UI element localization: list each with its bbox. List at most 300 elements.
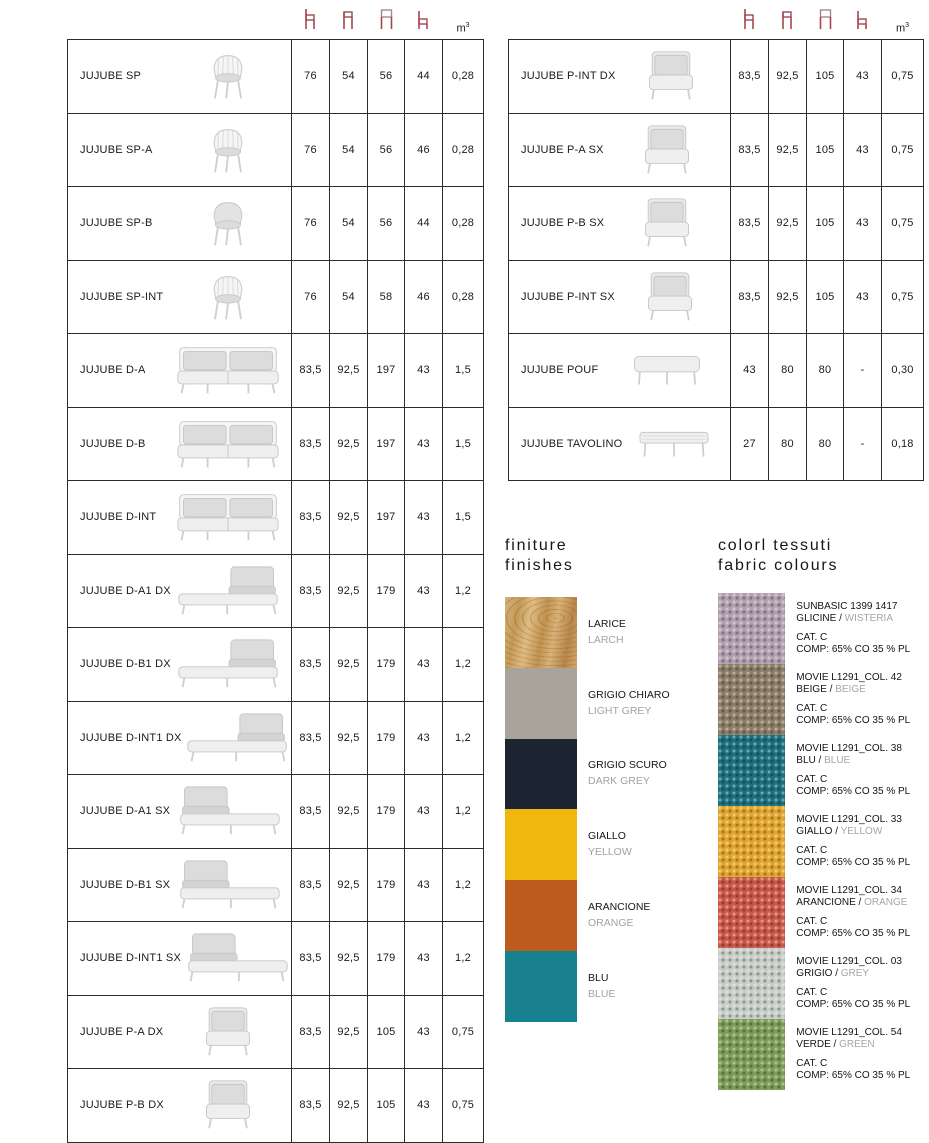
dimension-header-left bbox=[68, 5, 484, 40]
dimension-value: 92,5 bbox=[330, 407, 368, 481]
product-cell bbox=[68, 407, 292, 481]
dimension-value: 179 bbox=[368, 848, 405, 922]
dimension-value: 83,5 bbox=[292, 334, 330, 408]
fabric-name-en: BLUE bbox=[824, 755, 851, 766]
fabric-colour-name bbox=[796, 1039, 929, 1052]
dimension-value: 92,5 bbox=[330, 848, 368, 922]
fabric-code: SUNBASIC 1399 1417 bbox=[796, 600, 898, 612]
product-cell bbox=[68, 922, 292, 996]
dimension-value: 105 bbox=[807, 113, 844, 187]
finish-name-en: YELLOW bbox=[588, 846, 632, 859]
dimension-value: 0,28 bbox=[443, 260, 484, 334]
product-cell bbox=[68, 260, 292, 334]
dimension-value: 83,5 bbox=[292, 481, 330, 555]
fabric-item bbox=[718, 948, 929, 1019]
dimension-value: 179 bbox=[368, 628, 405, 702]
product-name: JUJUBE D-A bbox=[80, 364, 146, 377]
dimension-value: 83,5 bbox=[731, 187, 769, 261]
chair-image bbox=[169, 50, 287, 102]
width-icon bbox=[807, 5, 844, 40]
finish-item bbox=[505, 739, 715, 810]
dimension-value: 83,5 bbox=[292, 1069, 330, 1143]
dimension-value: 83,5 bbox=[292, 554, 330, 628]
dimension-value: 43 bbox=[844, 113, 882, 187]
fabric-label bbox=[785, 877, 929, 948]
product-row bbox=[509, 40, 924, 114]
dimension-value: 197 bbox=[368, 407, 405, 481]
finish-name-it: GRIGIO CHIARO bbox=[588, 688, 670, 701]
product-name: JUJUBE D-B1 DX bbox=[80, 658, 171, 671]
dimension-value: 83,5 bbox=[292, 995, 330, 1069]
finish-item bbox=[505, 951, 715, 1022]
dimension-value: 43 bbox=[844, 187, 882, 261]
fabric-category: CAT. C bbox=[796, 702, 828, 714]
dimension-value: 43 bbox=[405, 995, 443, 1069]
dimension-value: - bbox=[844, 407, 882, 481]
dimension-value: 56 bbox=[368, 113, 405, 187]
dimension-value: - bbox=[844, 334, 882, 408]
fabric-name-it: BLU / bbox=[796, 755, 822, 766]
dimension-value: 92,5 bbox=[769, 260, 807, 334]
dimension-value: 43 bbox=[405, 407, 443, 481]
spec-table-right bbox=[508, 5, 924, 481]
fabric-swatch bbox=[718, 806, 785, 877]
fabric-code: MOVIE L1291_COL. 34 bbox=[796, 884, 902, 896]
finish-name-en: ORANGE bbox=[588, 917, 634, 930]
dimension-value: 92,5 bbox=[330, 1069, 368, 1143]
product-name: JUJUBE P-INT SX bbox=[521, 290, 615, 303]
finish-name-en: BLUE bbox=[588, 987, 616, 1000]
dimension-value: 80 bbox=[807, 407, 844, 481]
fabric-name-en: WISTERIA bbox=[844, 613, 893, 624]
armchair-image bbox=[608, 124, 726, 176]
fabric-colours-title bbox=[718, 536, 929, 575]
product-name: JUJUBE D-B1 SX bbox=[80, 878, 171, 891]
dimension-value: 80 bbox=[769, 407, 807, 481]
dimension-value: 43 bbox=[405, 1069, 443, 1143]
product-row bbox=[509, 334, 924, 408]
fabric-colour-name bbox=[796, 755, 929, 768]
fabric-label bbox=[785, 664, 929, 735]
dimension-value: 197 bbox=[368, 334, 405, 408]
fabric-name-it: GLICINE / bbox=[796, 613, 842, 624]
dimension-value: 1,2 bbox=[443, 775, 484, 849]
product-row bbox=[509, 260, 924, 334]
product-name: JUJUBE D-B bbox=[80, 437, 146, 450]
fabric-item bbox=[718, 806, 929, 877]
product-name: JUJUBE P-B SX bbox=[521, 217, 605, 230]
fabric-colours-title-en: fabric colours bbox=[718, 556, 839, 574]
dimension-value: 56 bbox=[368, 187, 405, 261]
pouf-image bbox=[608, 351, 726, 389]
finish-name-it: BLU bbox=[588, 971, 609, 984]
dimension-value: 1,2 bbox=[443, 922, 484, 996]
dimension-value: 0,75 bbox=[882, 260, 924, 334]
product-cell bbox=[68, 1069, 292, 1143]
product-cell bbox=[68, 554, 292, 628]
product-name: JUJUBE POUF bbox=[521, 364, 599, 377]
product-row bbox=[68, 334, 484, 408]
product-cell bbox=[68, 701, 292, 775]
dimension-value: 0,28 bbox=[443, 187, 484, 261]
chaise-dx-image bbox=[171, 638, 287, 690]
armchair-image bbox=[169, 1006, 287, 1058]
product-row bbox=[68, 848, 484, 922]
product-row bbox=[68, 775, 484, 849]
finish-label bbox=[577, 880, 680, 951]
fabric-swatch bbox=[718, 948, 785, 1019]
finish-label bbox=[577, 739, 680, 810]
product-cell bbox=[68, 334, 292, 408]
dimension-value: 43 bbox=[405, 481, 443, 555]
fabric-item bbox=[718, 877, 929, 948]
dimension-value: 83,5 bbox=[292, 701, 330, 775]
product-name: JUJUBE P-INT DX bbox=[521, 70, 616, 83]
product-row bbox=[509, 113, 924, 187]
dimension-value: 54 bbox=[330, 187, 368, 261]
finish-name-en: DARK GREY bbox=[588, 775, 650, 788]
finish-swatch bbox=[505, 880, 577, 951]
dimension-value: 92,5 bbox=[769, 40, 807, 114]
product-cell bbox=[68, 995, 292, 1069]
product-name: JUJUBE P-A SX bbox=[521, 143, 604, 156]
fabric-category: CAT. C bbox=[796, 915, 828, 927]
fabric-name-it: ARANCIONE / bbox=[796, 897, 862, 908]
dimension-value: 0,28 bbox=[443, 40, 484, 114]
finish-swatch bbox=[505, 739, 577, 810]
dimension-value: 83,5 bbox=[731, 260, 769, 334]
fabric-code: MOVIE L1291_COL. 42 bbox=[796, 671, 902, 683]
finishes-title-it: finiture bbox=[505, 537, 568, 554]
fabric-composition: COMP: 65% CO 35 % PL bbox=[796, 715, 911, 726]
fabric-composition: COMP: 65% CO 35 % PL bbox=[796, 786, 911, 797]
fabric-category: CAT. C bbox=[796, 773, 828, 785]
fabric-name-en: BEIGE bbox=[835, 684, 866, 695]
fabric-composition: COMP: 65% CO 35 % PL bbox=[796, 644, 911, 655]
finish-label bbox=[577, 668, 680, 739]
product-row bbox=[68, 1069, 484, 1143]
product-name: JUJUBE D-INT1 DX bbox=[80, 731, 182, 744]
finish-label bbox=[577, 597, 680, 668]
finish-swatch bbox=[505, 809, 577, 880]
dimension-value: 43 bbox=[405, 334, 443, 408]
product-cell bbox=[68, 481, 292, 555]
finish-swatch bbox=[505, 597, 577, 668]
armchair-image bbox=[608, 197, 726, 249]
product-row bbox=[68, 260, 484, 334]
product-row bbox=[68, 922, 484, 996]
fabric-name-en: YELLOW bbox=[840, 826, 883, 837]
fabric-swatch-list bbox=[718, 593, 929, 1090]
dimension-value: 0,30 bbox=[882, 334, 924, 408]
fabric-colour-name bbox=[796, 897, 929, 910]
fabric-colour-name bbox=[796, 826, 929, 839]
sofa-image bbox=[169, 344, 287, 396]
finishes-title-en: finishes bbox=[505, 556, 574, 574]
finish-swatch bbox=[505, 951, 577, 1022]
dimension-value: 92,5 bbox=[769, 113, 807, 187]
height-icon bbox=[731, 5, 769, 40]
dimension-value: 92,5 bbox=[769, 187, 807, 261]
chair-image bbox=[169, 271, 287, 323]
fabric-colour-name bbox=[796, 684, 929, 697]
fabric-colour-name bbox=[796, 968, 929, 981]
fabric-item bbox=[718, 593, 929, 664]
dimension-value: 179 bbox=[368, 775, 405, 849]
product-row bbox=[68, 407, 484, 481]
chaise-dx-image bbox=[171, 565, 287, 617]
product-row bbox=[68, 995, 484, 1069]
dimension-value: 83,5 bbox=[731, 40, 769, 114]
product-name: JUJUBE SP-B bbox=[80, 217, 153, 230]
dimension-value: 54 bbox=[330, 113, 368, 187]
chaise-sx-image bbox=[170, 859, 287, 911]
product-row bbox=[68, 40, 484, 114]
fabric-composition: COMP: 65% CO 35 % PL bbox=[796, 1070, 911, 1081]
dimension-value: 56 bbox=[368, 40, 405, 114]
spec-table-left bbox=[67, 5, 484, 1143]
product-name: JUJUBE P-B DX bbox=[80, 1099, 164, 1112]
dimension-value: 83,5 bbox=[292, 922, 330, 996]
chair-image bbox=[169, 124, 287, 176]
dimension-value: 76 bbox=[292, 113, 330, 187]
finish-name-it: ARANCIONE bbox=[588, 901, 651, 914]
fabric-swatch bbox=[718, 1019, 785, 1090]
header-spacer bbox=[68, 5, 292, 40]
product-name: JUJUBE D-INT1 SX bbox=[80, 952, 181, 965]
finish-swatch bbox=[505, 668, 577, 739]
fabric-colour-name bbox=[796, 613, 929, 626]
product-cell bbox=[68, 848, 292, 922]
finishes-section bbox=[505, 536, 715, 1000]
dimension-value: 1,2 bbox=[443, 701, 484, 775]
chaise-dx-image bbox=[182, 712, 294, 764]
chair-solid-image bbox=[169, 197, 287, 249]
fabric-category: CAT. C bbox=[796, 986, 828, 998]
finish-name-it: GRIGIO SCURO bbox=[588, 759, 667, 772]
dimension-value: 105 bbox=[368, 1069, 405, 1143]
fabric-category: CAT. C bbox=[796, 1057, 828, 1069]
product-name: JUJUBE SP-A bbox=[80, 143, 153, 156]
fabric-name-en: GREY bbox=[840, 968, 870, 979]
product-cell bbox=[509, 407, 731, 481]
product-name: JUJUBE TAVOLINO bbox=[521, 437, 623, 450]
fabric-composition: COMP: 65% CO 35 % PL bbox=[796, 999, 911, 1010]
height-icon bbox=[292, 5, 330, 40]
finish-swatch-list bbox=[505, 597, 715, 1022]
dimension-value: 92,5 bbox=[330, 628, 368, 702]
dimension-value: 0,18 bbox=[882, 407, 924, 481]
product-row bbox=[509, 187, 924, 261]
dimension-value: 1,5 bbox=[443, 407, 484, 481]
dimension-value: 92,5 bbox=[330, 995, 368, 1069]
dimension-value: 43 bbox=[405, 922, 443, 996]
dimension-value: 0,75 bbox=[882, 113, 924, 187]
dimension-value: 105 bbox=[807, 260, 844, 334]
fabric-name-en: ORANGE bbox=[864, 897, 908, 908]
volume-unit-label: $m^3$ bbox=[456, 22, 470, 35]
fabric-label bbox=[785, 735, 929, 806]
chaise-sx-image bbox=[170, 785, 287, 837]
product-name: JUJUBE D-A1 DX bbox=[80, 584, 171, 597]
dimension-value: 92,5 bbox=[330, 922, 368, 996]
sofa-image bbox=[169, 418, 287, 470]
seat-height-icon bbox=[330, 5, 368, 40]
product-name: JUJUBE SP-INT bbox=[80, 290, 164, 303]
dimension-value: 1,2 bbox=[443, 554, 484, 628]
dimension-value: 76 bbox=[292, 260, 330, 334]
dimension-value: 92,5 bbox=[330, 775, 368, 849]
product-name: JUJUBE D-INT bbox=[80, 511, 157, 524]
fabric-swatch bbox=[718, 664, 785, 735]
table-image bbox=[622, 427, 726, 461]
fabric-name-en: GREEN bbox=[839, 1039, 875, 1050]
product-cell bbox=[68, 113, 292, 187]
dimension-value: 1,2 bbox=[443, 848, 484, 922]
dimension-value: 80 bbox=[769, 334, 807, 408]
product-name: JUJUBE D-A1 SX bbox=[80, 805, 171, 818]
spec-table-left-wrap bbox=[67, 5, 484, 1143]
seat-height-icon bbox=[769, 5, 807, 40]
dimension-value: 92,5 bbox=[330, 554, 368, 628]
dimension-value: 179 bbox=[368, 554, 405, 628]
fabric-category: CAT. C bbox=[796, 844, 828, 856]
finish-label bbox=[577, 809, 680, 880]
chaise-sx-image bbox=[181, 932, 293, 984]
spec-table-right-wrap bbox=[508, 5, 924, 481]
sofa-image bbox=[169, 491, 287, 543]
dimension-value: 43 bbox=[844, 260, 882, 334]
fabric-colours-title-it: colorl tessuti bbox=[718, 537, 833, 554]
product-cell bbox=[509, 334, 731, 408]
product-row bbox=[68, 187, 484, 261]
fabric-composition: COMP: 65% CO 35 % PL bbox=[796, 928, 911, 939]
dimension-value: 105 bbox=[807, 187, 844, 261]
dimension-value: 46 bbox=[405, 113, 443, 187]
depth-icon bbox=[405, 5, 443, 40]
fabric-item bbox=[718, 1019, 929, 1090]
dimension-header-right bbox=[509, 5, 924, 40]
fabric-code: MOVIE L1291_COL. 03 bbox=[796, 955, 902, 967]
dimension-value: 92,5 bbox=[330, 701, 368, 775]
fabric-code: MOVIE L1291_COL. 33 bbox=[796, 813, 902, 825]
finish-label bbox=[577, 951, 680, 1022]
finish-item bbox=[505, 880, 715, 951]
dimension-value: 80 bbox=[807, 334, 844, 408]
dimension-value: 83,5 bbox=[731, 113, 769, 187]
product-row bbox=[68, 628, 484, 702]
dimension-value: 179 bbox=[368, 922, 405, 996]
dimension-value: 0,75 bbox=[882, 187, 924, 261]
dimension-value: 44 bbox=[405, 187, 443, 261]
finish-item bbox=[505, 597, 715, 668]
product-row bbox=[68, 113, 484, 187]
product-cell bbox=[68, 775, 292, 849]
dimension-value: 46 bbox=[405, 260, 443, 334]
finish-name-it: LARICE bbox=[588, 617, 626, 630]
dimension-value: 92,5 bbox=[330, 334, 368, 408]
product-cell bbox=[509, 187, 731, 261]
dimension-value: 43 bbox=[405, 848, 443, 922]
volume-unit-label: $m^3$ bbox=[895, 22, 910, 35]
fabric-name-it: BEIGE / bbox=[796, 684, 833, 695]
fabric-colours-section bbox=[718, 536, 929, 1081]
armchair-image bbox=[169, 1079, 287, 1131]
product-row bbox=[68, 701, 484, 775]
fabric-code: MOVIE L1291_COL. 54 bbox=[796, 1026, 902, 1038]
dimension-value: 27 bbox=[731, 407, 769, 481]
dimension-value: 92,5 bbox=[330, 481, 368, 555]
depth-icon bbox=[844, 5, 882, 40]
dimension-value: 43 bbox=[405, 554, 443, 628]
dimension-value: 54 bbox=[330, 260, 368, 334]
fabric-label bbox=[785, 948, 929, 1019]
product-row bbox=[509, 407, 924, 481]
dimension-value: 1,2 bbox=[443, 628, 484, 702]
finish-name-it: GIALLO bbox=[588, 830, 626, 843]
dimension-value: 83,5 bbox=[292, 848, 330, 922]
armchair-image bbox=[615, 50, 726, 102]
finish-name-en: LARCH bbox=[588, 633, 624, 646]
product-row bbox=[68, 554, 484, 628]
dimension-value: 105 bbox=[807, 40, 844, 114]
fabric-item bbox=[718, 664, 929, 735]
dimension-value: 0,75 bbox=[443, 1069, 484, 1143]
product-cell bbox=[68, 628, 292, 702]
fabric-swatch bbox=[718, 877, 785, 948]
fabric-label bbox=[785, 806, 929, 877]
dimension-value: 83,5 bbox=[292, 628, 330, 702]
armchair-image bbox=[615, 271, 726, 323]
dimension-value: 58 bbox=[368, 260, 405, 334]
dimension-value: 54 bbox=[330, 40, 368, 114]
finish-item bbox=[505, 809, 715, 880]
fabric-composition: COMP: 65% CO 35 % PL bbox=[796, 857, 911, 868]
product-name: JUJUBE SP bbox=[80, 70, 142, 83]
dimension-value: 0,28 bbox=[443, 113, 484, 187]
dimension-value: 1,5 bbox=[443, 481, 484, 555]
product-cell bbox=[509, 260, 731, 334]
fabric-name-it: VERDE / bbox=[796, 1039, 837, 1050]
product-name: JUJUBE P-A DX bbox=[80, 1025, 164, 1038]
dimension-value: 0,75 bbox=[882, 40, 924, 114]
dimension-value: 83,5 bbox=[292, 407, 330, 481]
product-cell bbox=[68, 187, 292, 261]
dimension-value: 43 bbox=[405, 775, 443, 849]
product-cell bbox=[68, 40, 292, 114]
finish-name-en: LIGHT GREY bbox=[588, 704, 652, 717]
dimension-value: 44 bbox=[405, 40, 443, 114]
fabric-code: MOVIE L1291_COL. 38 bbox=[796, 742, 902, 754]
dimension-value: 43 bbox=[405, 701, 443, 775]
dimension-value: 0,75 bbox=[443, 995, 484, 1069]
dimension-value: 179 bbox=[368, 701, 405, 775]
dimension-value: 43 bbox=[844, 40, 882, 114]
fabric-label bbox=[785, 1019, 929, 1090]
dimension-value: 83,5 bbox=[292, 775, 330, 849]
fabric-label bbox=[785, 593, 929, 664]
dimension-value: 43 bbox=[731, 334, 769, 408]
dimension-value: 76 bbox=[292, 187, 330, 261]
dimension-value: 197 bbox=[368, 481, 405, 555]
dimension-value: 43 bbox=[405, 628, 443, 702]
product-cell bbox=[509, 113, 731, 187]
dimension-value: 1,5 bbox=[443, 334, 484, 408]
dimension-value: 105 bbox=[368, 995, 405, 1069]
dimension-value: 76 bbox=[292, 40, 330, 114]
product-cell bbox=[509, 40, 731, 114]
fabric-name-it: GRIGIO / bbox=[796, 968, 838, 979]
